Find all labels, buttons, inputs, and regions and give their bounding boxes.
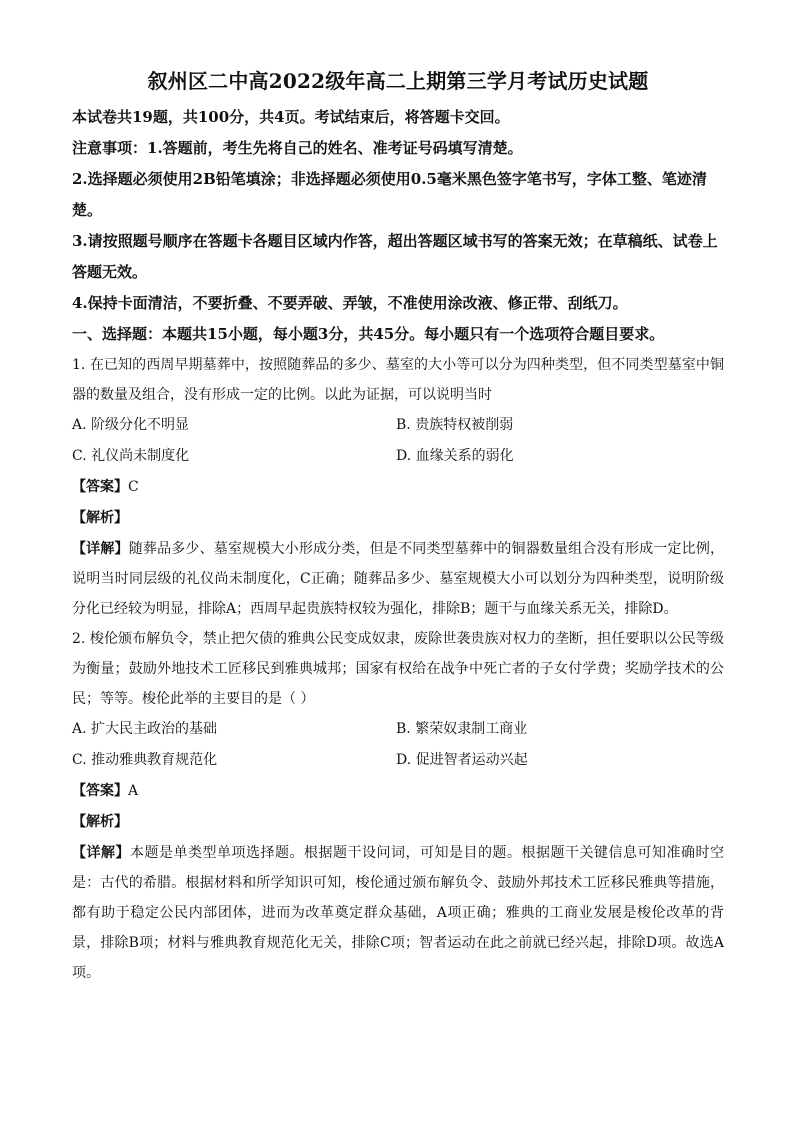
option-b: B. 贵族特权被削弱 — [396, 417, 514, 433]
question-stem: 2. 梭伦颁布解负令，禁止把欠债的雅典公民变成奴隶，废除世袭贵族对权力的垄断，担任要职以公民等级为衡量；鼓励外地技术工匠移民到雅典城邦；国家有权给在战争中死亡者的子女付学费；奖励学技术的公民；等等。梭伦此举的主要目的是（ ） — [72, 631, 724, 707]
note-line: 本试卷共19题，共100分，共4页。考试结束后，将答题卡交回。 — [72, 108, 510, 126]
option-c: C. 推动雅典教育规范化 — [72, 752, 218, 768]
analysis-line — [72, 807, 724, 838]
detail-text: 随葬品多少、墓室规模大小形成分类，但是不同类型墓葬中的铜器数量组合没有形成一定比例，说明当时同层级的礼仪尚未制度化，C正确；随葬品多少、墓室规模大小可以划分为四种类型，说明阶级分化已经较为明显，排除A；西周早起贵族特权较为强化，排除B；题干与血缘关系无关，排除D。 — [72, 541, 725, 617]
answer-tag: 【答案】 — [72, 479, 128, 495]
analysis-tag: 【解析】 — [72, 814, 128, 830]
answer-line — [72, 776, 724, 807]
option-b: B. 繁荣奴隶制工商业 — [396, 721, 528, 737]
question-stem: 1. 在已知的西周早期墓葬中，按照随葬品的多少、墓室的大小等可以分为四种类型，但不同类型墓室中铜器的数量及组合，没有形成一定的比例。以此为证据，可以说明当时 — [72, 357, 724, 403]
detail-paragraph — [72, 534, 724, 624]
detail-text: 本题是单类型单项选择题。根据题干设问词，可知是目的题。根据题干关键信息可知准确时空是：古代的希腊。根据材料和所学知识可知，梭伦通过颁布解负令、鼓励外邦技术工匠移民雅典等措施，都有助于稳定公民内部团体，进而为改革奠定群众基础，A项正确；雅典的工商业发展是梭伦改革的背景，排除B项；材料与雅典教育规范化无关，排除C项；智者运动在此之前就已经兴起，排除D项。故选A项。 — [72, 845, 724, 981]
note-line: 3.请按照题号顺序在答题卡各题目区域内作答，超出答题区域书写的答案无效；在草稿纸、试卷上答题无效。 — [72, 232, 718, 281]
analysis-line — [72, 503, 724, 534]
instructions — [72, 102, 724, 319]
page-title: 叙州区二中高2022级年高二上期第三学月考试历史试题 — [147, 69, 649, 93]
note-line: 4.保持卡面清洁，不要折叠、不要弄破、弄皱，不准使用涂改液、修正带、刮纸刀。 — [72, 294, 628, 312]
answer-value: A — [128, 783, 139, 799]
option-a: A. 阶级分化不明显 — [72, 417, 190, 433]
answer-value: C — [128, 479, 139, 495]
option-grid — [72, 714, 724, 776]
detail-tag: 【详解】 — [72, 845, 130, 861]
question-2 — [72, 624, 724, 988]
question-1 — [72, 350, 724, 624]
note-line: 注意事项：1.答题前，考生先将自己的姓名、准考证号码填写清楚。 — [72, 139, 523, 157]
note-line: 2.选择题必须使用2B铅笔填涂；非选择题必须使用0.5毫米黑色签字笔书写，字体工整、笔迹清楚。 — [72, 170, 707, 219]
answer-tag: 【答案】 — [72, 783, 128, 799]
detail-tag: 【详解】 — [72, 541, 129, 557]
detail-paragraph — [72, 838, 724, 988]
analysis-tag: 【解析】 — [72, 510, 128, 526]
option-grid — [72, 410, 724, 472]
section-heading: 一、选择题：本题共15小题，每小题3分，共45分。每小题只有一个选项符合题目要求。 — [72, 325, 665, 343]
option-d: D. 促进智者运动兴起 — [396, 752, 528, 768]
option-a: A. 扩大民主政治的基础 — [72, 721, 218, 737]
option-d: D. 血缘关系的弱化 — [396, 448, 514, 464]
option-c: C. 礼仪尚未制度化 — [72, 448, 190, 464]
answer-line — [72, 472, 724, 503]
